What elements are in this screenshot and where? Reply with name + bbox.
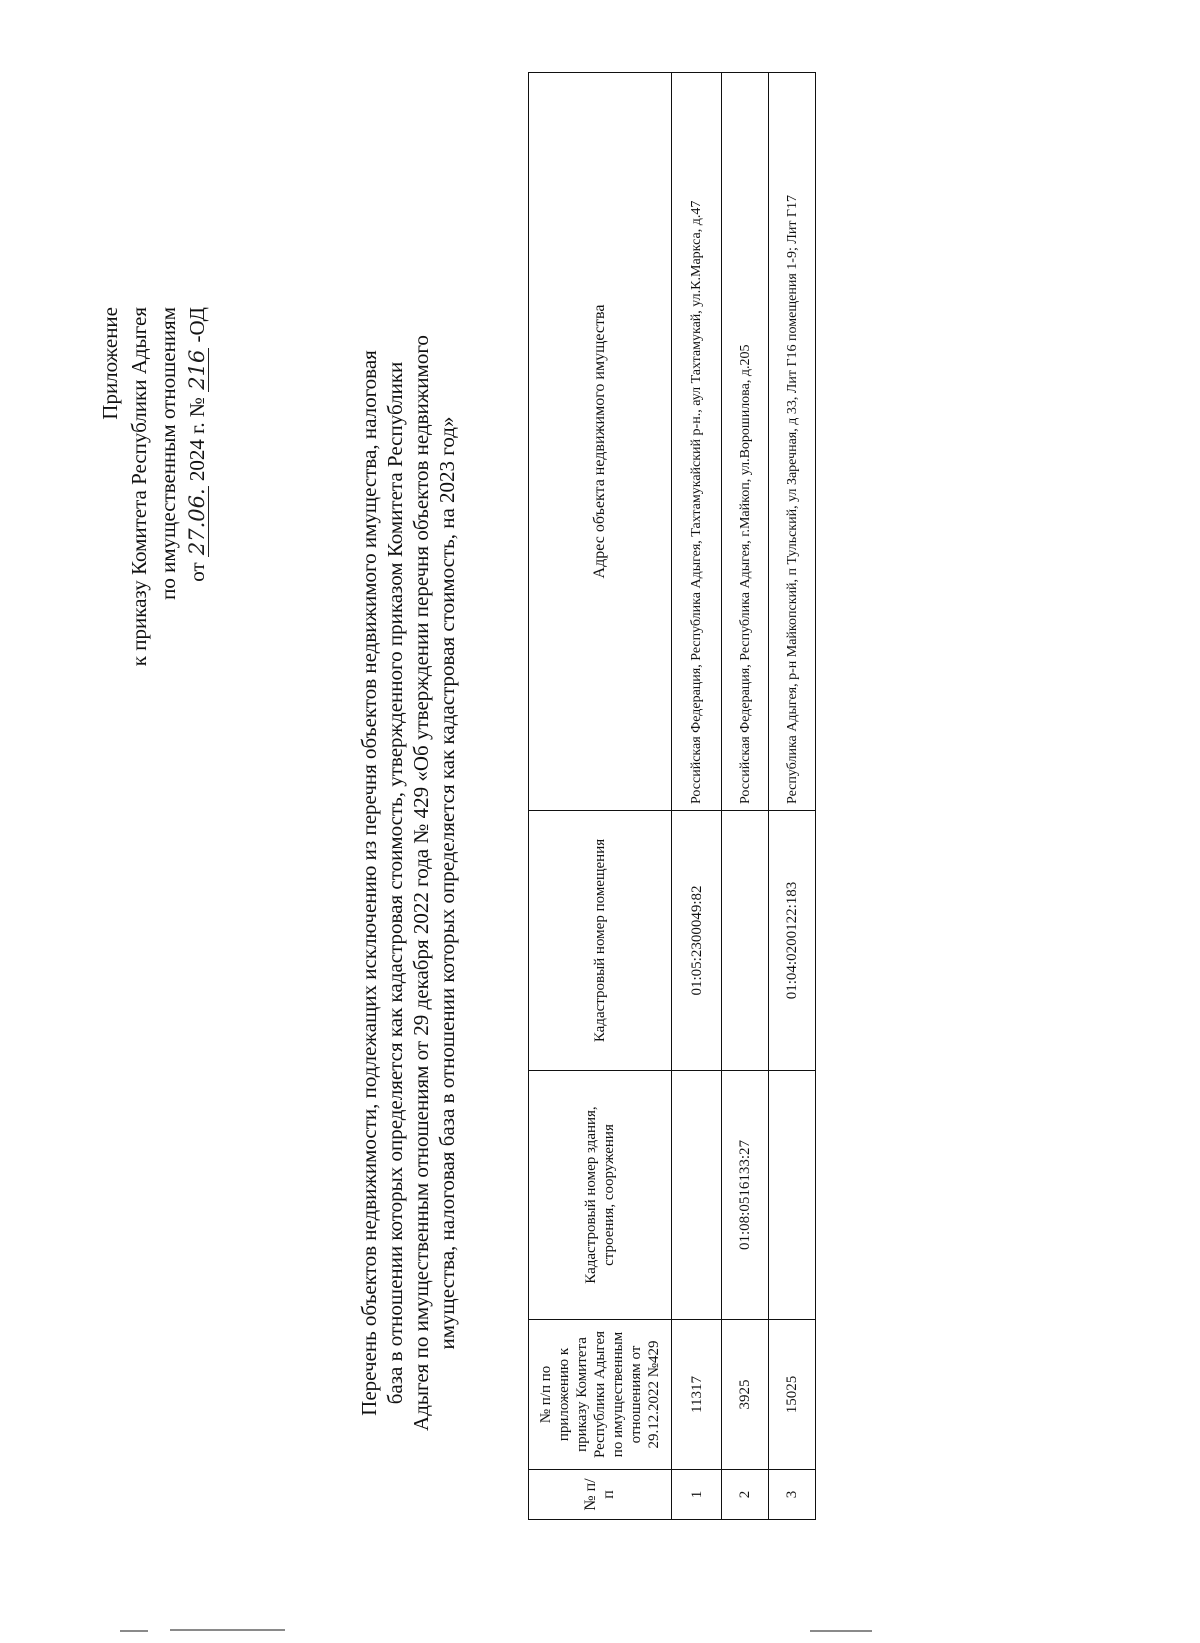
cell-address: Российская Федерация, Республика Адыгея, г.Майкоп, ул.Ворошилова, д.205 bbox=[722, 73, 769, 811]
property-table bbox=[528, 72, 816, 1520]
cell-original-index: 3925 bbox=[722, 1320, 769, 1470]
column-header-original-index: № п/п по приложению к приказу Комитета Республики Адыгея по имущественным отношениям от 29.12.2022 №429 bbox=[529, 1320, 672, 1470]
table-row bbox=[769, 73, 816, 1520]
cell-premises-cadastral bbox=[722, 811, 769, 1071]
committee-name: по имущественным отношениям bbox=[156, 307, 180, 600]
cell-index: 1 bbox=[672, 1470, 722, 1520]
cell-premises-cadastral: 01:04:0200122:183 bbox=[769, 811, 816, 1071]
cell-index: 2 bbox=[722, 1470, 769, 1520]
appendix-header bbox=[96, 307, 212, 1643]
cell-address: Республика Адыгея, р-н Майкопский, п Тульский, ул Заречная, д 33, Лит Г16 помещения 1-9; Лит Г17 bbox=[769, 73, 816, 811]
date-year: 2024 г. № bbox=[185, 397, 209, 482]
table-row bbox=[672, 73, 722, 1520]
order-date-line bbox=[183, 307, 212, 1643]
scan-artifact bbox=[170, 1629, 285, 1631]
date-prefix: от bbox=[185, 562, 209, 582]
cell-original-index: 15025 bbox=[769, 1320, 816, 1470]
cell-address: Российская Федерация, Республика Адыгея, Тахтамукайский р-н., аул Тахтамукай, ул.К.Маркса, д.47 bbox=[672, 73, 722, 811]
column-header-premises-cadastral: Кадастровый номер помещения bbox=[529, 811, 672, 1071]
document-title bbox=[356, 263, 460, 1503]
handwritten-order-number: 216 bbox=[185, 349, 209, 390]
column-header-index: № п/п bbox=[529, 1470, 672, 1520]
table-row bbox=[722, 73, 769, 1520]
cell-original-index: 11317 bbox=[672, 1320, 722, 1470]
scan-artifact bbox=[810, 1630, 872, 1632]
appendix-label: Приложение bbox=[98, 307, 122, 420]
cell-building-cadastral bbox=[672, 1071, 722, 1320]
scan-artifact bbox=[120, 1630, 148, 1632]
handwritten-date: 27.06. bbox=[185, 488, 209, 556]
cell-building-cadastral bbox=[769, 1071, 816, 1320]
cell-building-cadastral: 01:08:0516133:27 bbox=[722, 1071, 769, 1320]
order-reference: к приказу Комитета Республики Адыгея bbox=[127, 307, 151, 667]
cell-premises-cadastral: 01:05:2300049:82 bbox=[672, 811, 722, 1071]
title-line-2: база в отношении которых определяется как кадастровая стоимость, утвержденного приказом Комитета Республики bbox=[383, 361, 407, 1405]
table-header-row bbox=[529, 73, 672, 1520]
cell-index: 3 bbox=[769, 1470, 816, 1520]
column-header-address: Адрес объекта недвижимого имущества bbox=[529, 73, 672, 811]
title-line-3: Адыгея по имущественным отношениям от 29 декабря 2022 года № 429 «Об утверждении перечня объектов недвижимого bbox=[409, 335, 433, 1431]
column-header-building-cadastral: Кадастровый номер здания, строения, сооружения bbox=[529, 1071, 672, 1320]
title-line-1: Перечень объектов недвижимости, подлежащих исключению из перечня объектов недвижимого имущества, налоговая bbox=[357, 350, 381, 1416]
title-line-4: имущества, налоговая база в отношении которых определяется как кадастровая стоимость, на 2023 год» bbox=[435, 416, 459, 1350]
order-suffix: -ОД bbox=[185, 307, 209, 343]
